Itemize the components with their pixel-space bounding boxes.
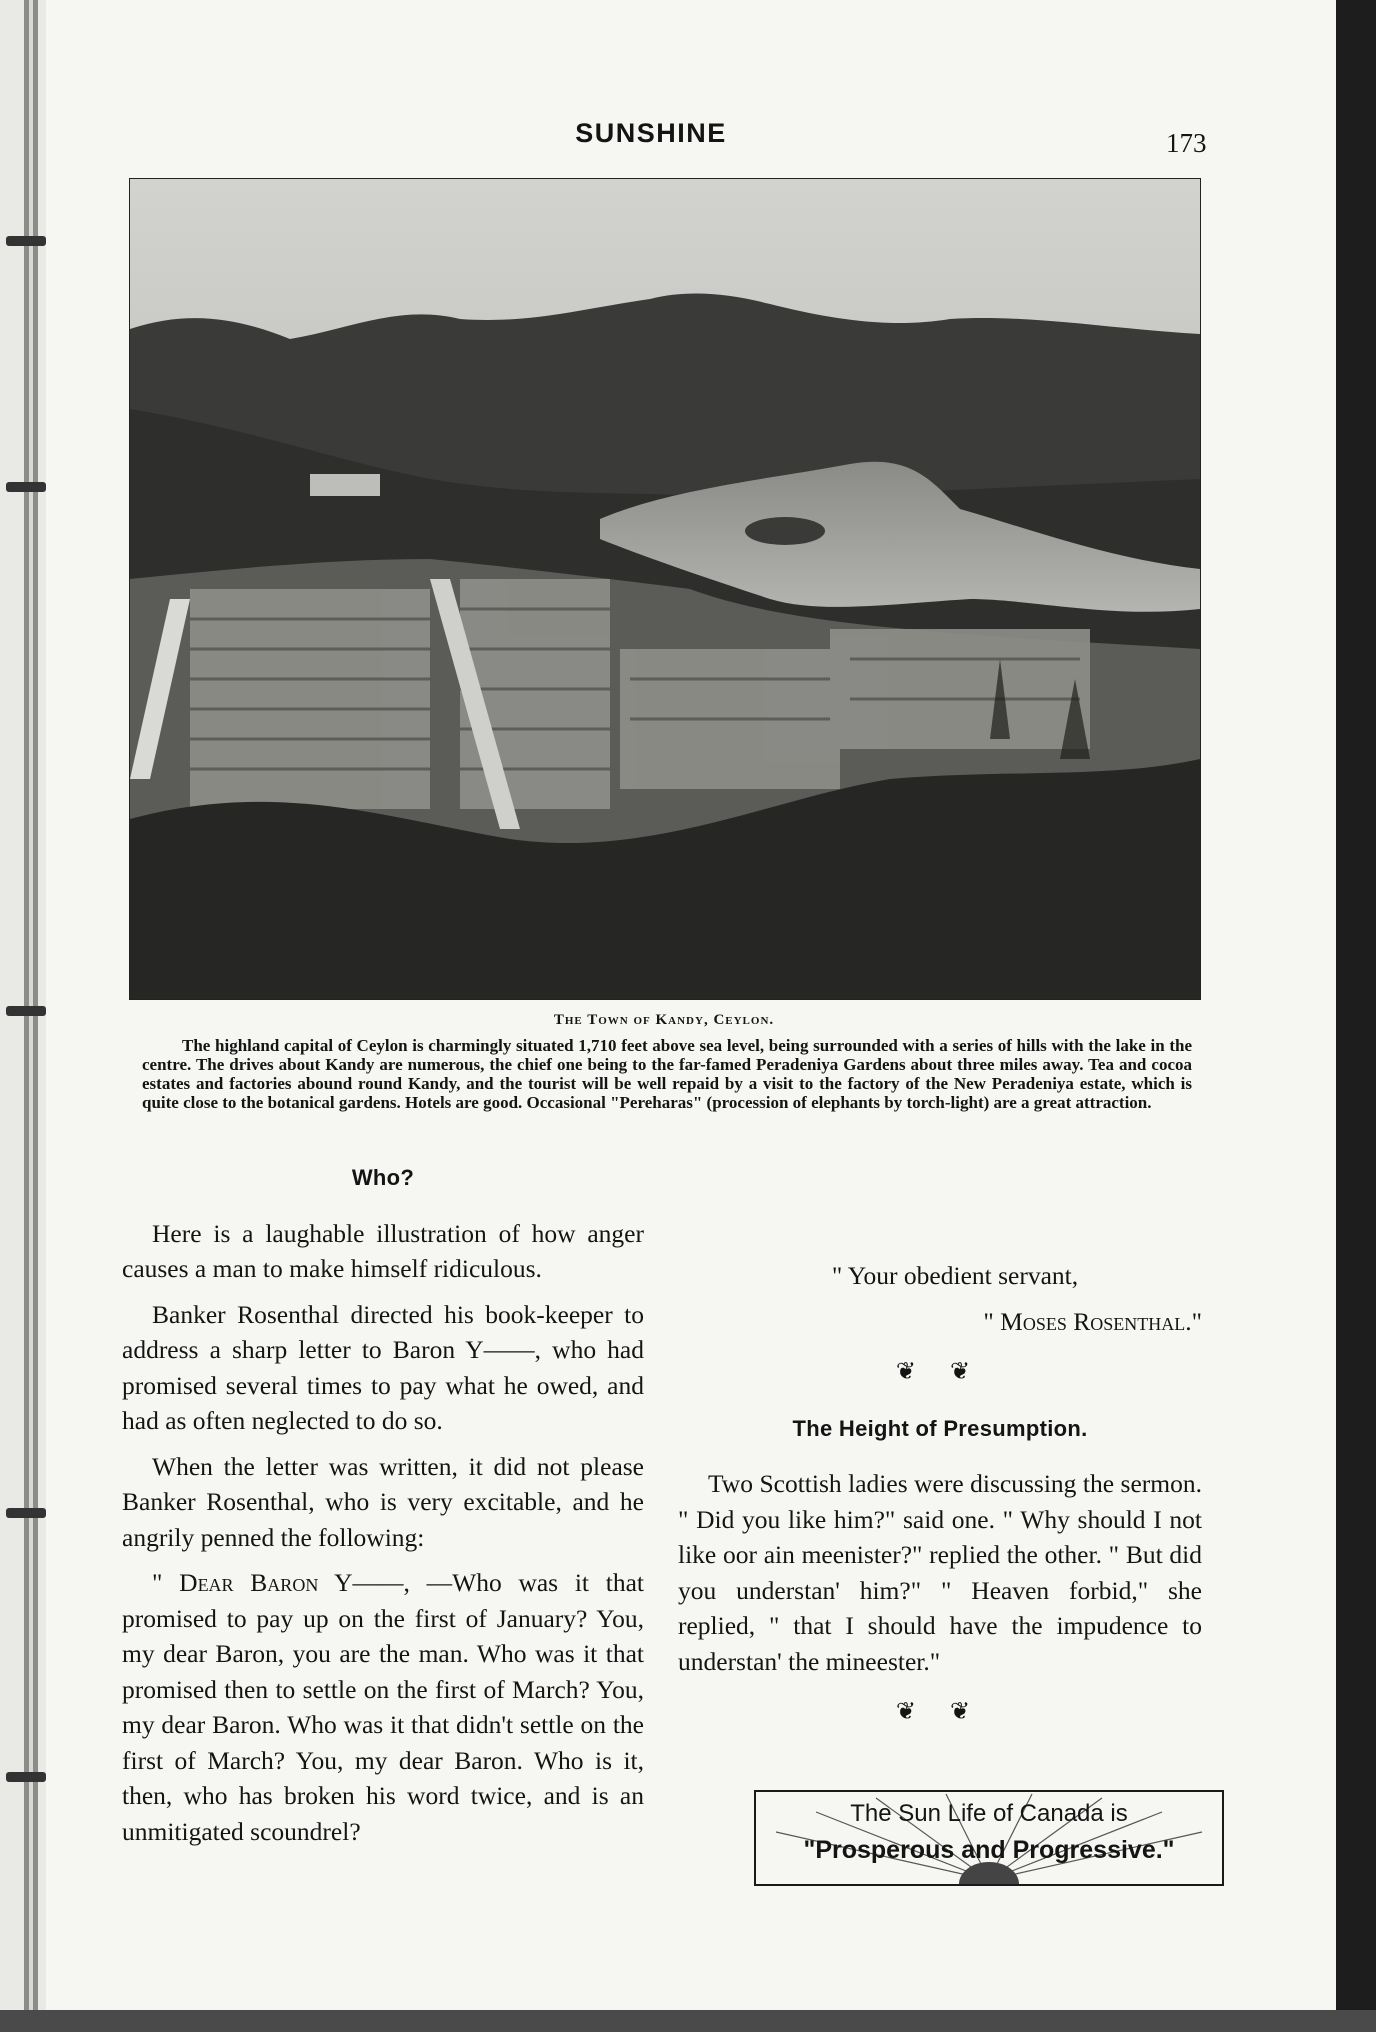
binding-margin (0, 0, 46, 2032)
article-heading-presumption: The Height of Presumption. (792, 1415, 1088, 1441)
figure-caption-title: The Town of Kandy, Ceylon. (553, 1012, 775, 1028)
landscape-illustration (130, 179, 1200, 999)
article-paragraph: Two Scottish ladies were discussing the sermon. " Did you like him?" said one. " Why should I not like oor ain meenister?" replied the other. " But did you understan' him?" " Heaven forbid," she replied, " that I should have the impudence to understan' the mineester." (678, 1469, 1202, 1676)
binding-stitch (6, 482, 46, 492)
figure-caption-text: The highland capital of Ceylon is charmingly situated 1,710 feet above sea level, being surrounded with a series of hills with the lake in the centre. The drives about Kandy are numerous, the chief one being to the far-famed Peradeniya Gardens about three miles away. Tea and cocoa estates and factories abound round Kandy, and the tourist will be well repaid by a visit to the factory of the New Peradeniya estate, which is quite close to the botanical gardens. Hotels are good. Occasional "Pereharas" (procession of elephants by torch-light) are a great attraction. (142, 1036, 1192, 1112)
binding-highlight (29, 0, 33, 2032)
letter-closing: " Your obedient servant, (831, 1261, 1079, 1290)
letter-body: —Who was it that promised to pay up on the first of January? You, my dear Baron, you are the man. Who was it that promised then to settle on the first of March? You, my dear Baron. Who was it that didn't settle on the first of March? You, my dear Baron. Who is it, then, who has broken his word twice, and is an unmitigated scoundrel? (122, 1568, 644, 1846)
page-shadow-right (1336, 0, 1376, 2032)
letter-salutation: " Dear Baron Y——, (152, 1568, 410, 1597)
article-heading-who: Who? (351, 1165, 415, 1190)
article-paragraph: When the letter was written, it did not please Banker Rosenthal, who is very excitable, and he angrily penned the following: (122, 1451, 644, 1552)
fleuron-ornament: ❦ ❦ (895, 1359, 985, 1385)
article-paragraph: Here is a laughable illustration of how anger causes a man to make himself ridiculous. (122, 1218, 644, 1283)
right-column-content (678, 1160, 1202, 1751)
binding-stitch (6, 1006, 46, 1016)
letter-paragraph (122, 1565, 644, 1849)
advert-line-1: The Sun Life of Canada is (850, 1800, 1128, 1827)
page-number: 173 (1166, 128, 1207, 158)
left-column (122, 1160, 644, 1859)
advert-line-2: "Prosperous and Progressive." (803, 1836, 1175, 1864)
binding-stitch (6, 1772, 46, 1782)
binding-stitch (6, 236, 46, 246)
kandy-photograph (129, 178, 1201, 1000)
letter-signature: " Moses Rosenthal." (983, 1306, 1202, 1336)
sun-life-advert (754, 1790, 1224, 1886)
running-title: SUNSHINE (575, 118, 727, 148)
article-paragraph: Banker Rosenthal directed his book-keeper to address a sharp letter to Baron Y——, who had promised several times to pay what he owed, and had as often neglected to do so. (122, 1299, 644, 1435)
page-shadow-bottom (0, 2010, 1376, 2032)
binding-stitch (6, 1508, 46, 1518)
magazine-page (46, 0, 1336, 2010)
fleuron-ornament: ❦ ❦ (895, 1699, 985, 1725)
